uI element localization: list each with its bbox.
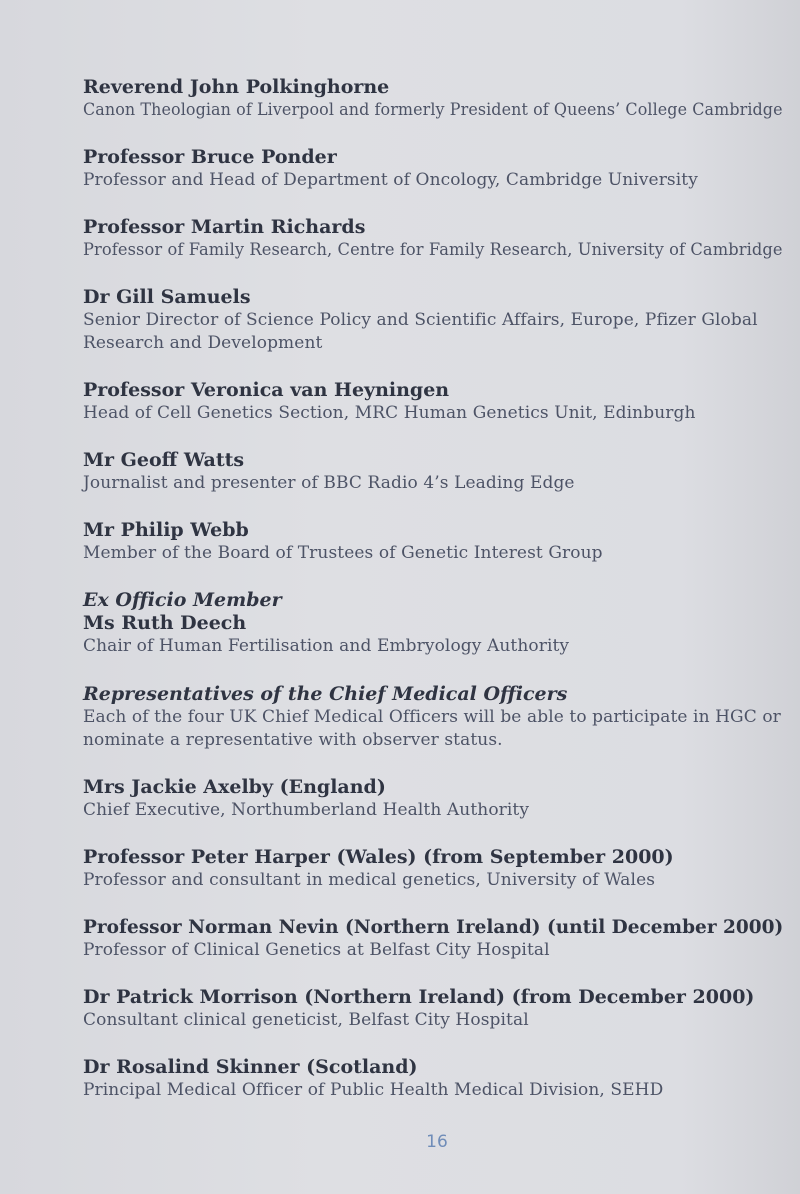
representative-entry	[83, 1056, 783, 1126]
page-number: 16	[426, 1132, 448, 1152]
cmo-section-description: Each of the four UK Chief Medical Officers will be able to participate in HGC or nominate a representative with observer status.	[83, 707, 781, 750]
representative-name: Dr Patrick Morrison (Northern Ireland) (from December 2000)	[83, 986, 755, 1008]
representative-role: Professor of Clinical Genetics at Belfast City Hospital	[83, 940, 550, 960]
ex-officio-heading: Ex Officio Member	[83, 589, 282, 611]
member-name: Ms Ruth Deech	[83, 612, 247, 634]
cmo-section	[83, 683, 783, 776]
representative-entry	[83, 846, 783, 916]
member-role: Chair of Human Fertilisation and Embryology Authority	[83, 636, 570, 656]
member-entry	[83, 286, 783, 379]
member-name: Reverend John Polkinghorne	[83, 76, 390, 98]
member-entry	[83, 379, 783, 449]
representative-name: Dr Rosalind Skinner (Scotland)	[83, 1056, 418, 1078]
member-role: Professor of Family Research, Centre for Family Research, University of Cambridge	[83, 240, 783, 260]
member-role: Canon Theologian of Liverpool and formerly President of Queens’ College Cambridge	[83, 100, 783, 120]
representative-entry	[83, 916, 783, 986]
representative-entry	[83, 776, 783, 846]
member-role: Journalist and presenter of BBC Radio 4’s Leading Edge	[83, 473, 575, 493]
member-name: Mr Geoff Watts	[83, 449, 245, 471]
representative-name: Professor Norman Nevin (Northern Ireland) (until December 2000)	[83, 916, 784, 938]
member-name: Dr Gill Samuels	[83, 286, 251, 308]
member-role: Professor and Head of Department of Oncology, Cambridge University	[83, 170, 698, 190]
representative-role: Consultant clinical geneticist, Belfast City Hospital	[83, 1010, 529, 1030]
member-list	[83, 76, 783, 1126]
cmo-section-heading: Representatives of the Chief Medical Officers	[83, 683, 568, 705]
representative-role: Chief Executive, Northumberland Health Authority	[83, 800, 530, 820]
representative-role: Professor and consultant in medical genetics, University of Wales	[83, 870, 656, 890]
ex-officio-entry	[83, 589, 783, 683]
representative-name: Professor Peter Harper (Wales) (from September 2000)	[83, 846, 674, 868]
member-entry	[83, 449, 783, 519]
member-entry	[83, 76, 783, 146]
member-name: Professor Martin Richards	[83, 216, 366, 238]
member-entry	[83, 146, 783, 216]
member-role: Head of Cell Genetics Section, MRC Human Genetics Unit, Edinburgh	[83, 403, 696, 423]
member-name: Professor Bruce Ponder	[83, 146, 337, 168]
member-entry	[83, 519, 783, 589]
member-role: Member of the Board of Trustees of Genetic Interest Group	[83, 543, 603, 563]
member-role: Senior Director of Science Policy and Scientific Affairs, Europe, Pfizer Global Research and Development	[83, 310, 758, 353]
representative-role: Principal Medical Officer of Public Health Medical Division, SEHD	[83, 1080, 664, 1100]
representative-name: Mrs Jackie Axelby (England)	[83, 776, 386, 798]
member-name: Professor Veronica van Heyningen	[83, 379, 450, 401]
member-name: Mr Philip Webb	[83, 519, 249, 541]
representative-entry	[83, 986, 783, 1056]
member-entry	[83, 216, 783, 286]
